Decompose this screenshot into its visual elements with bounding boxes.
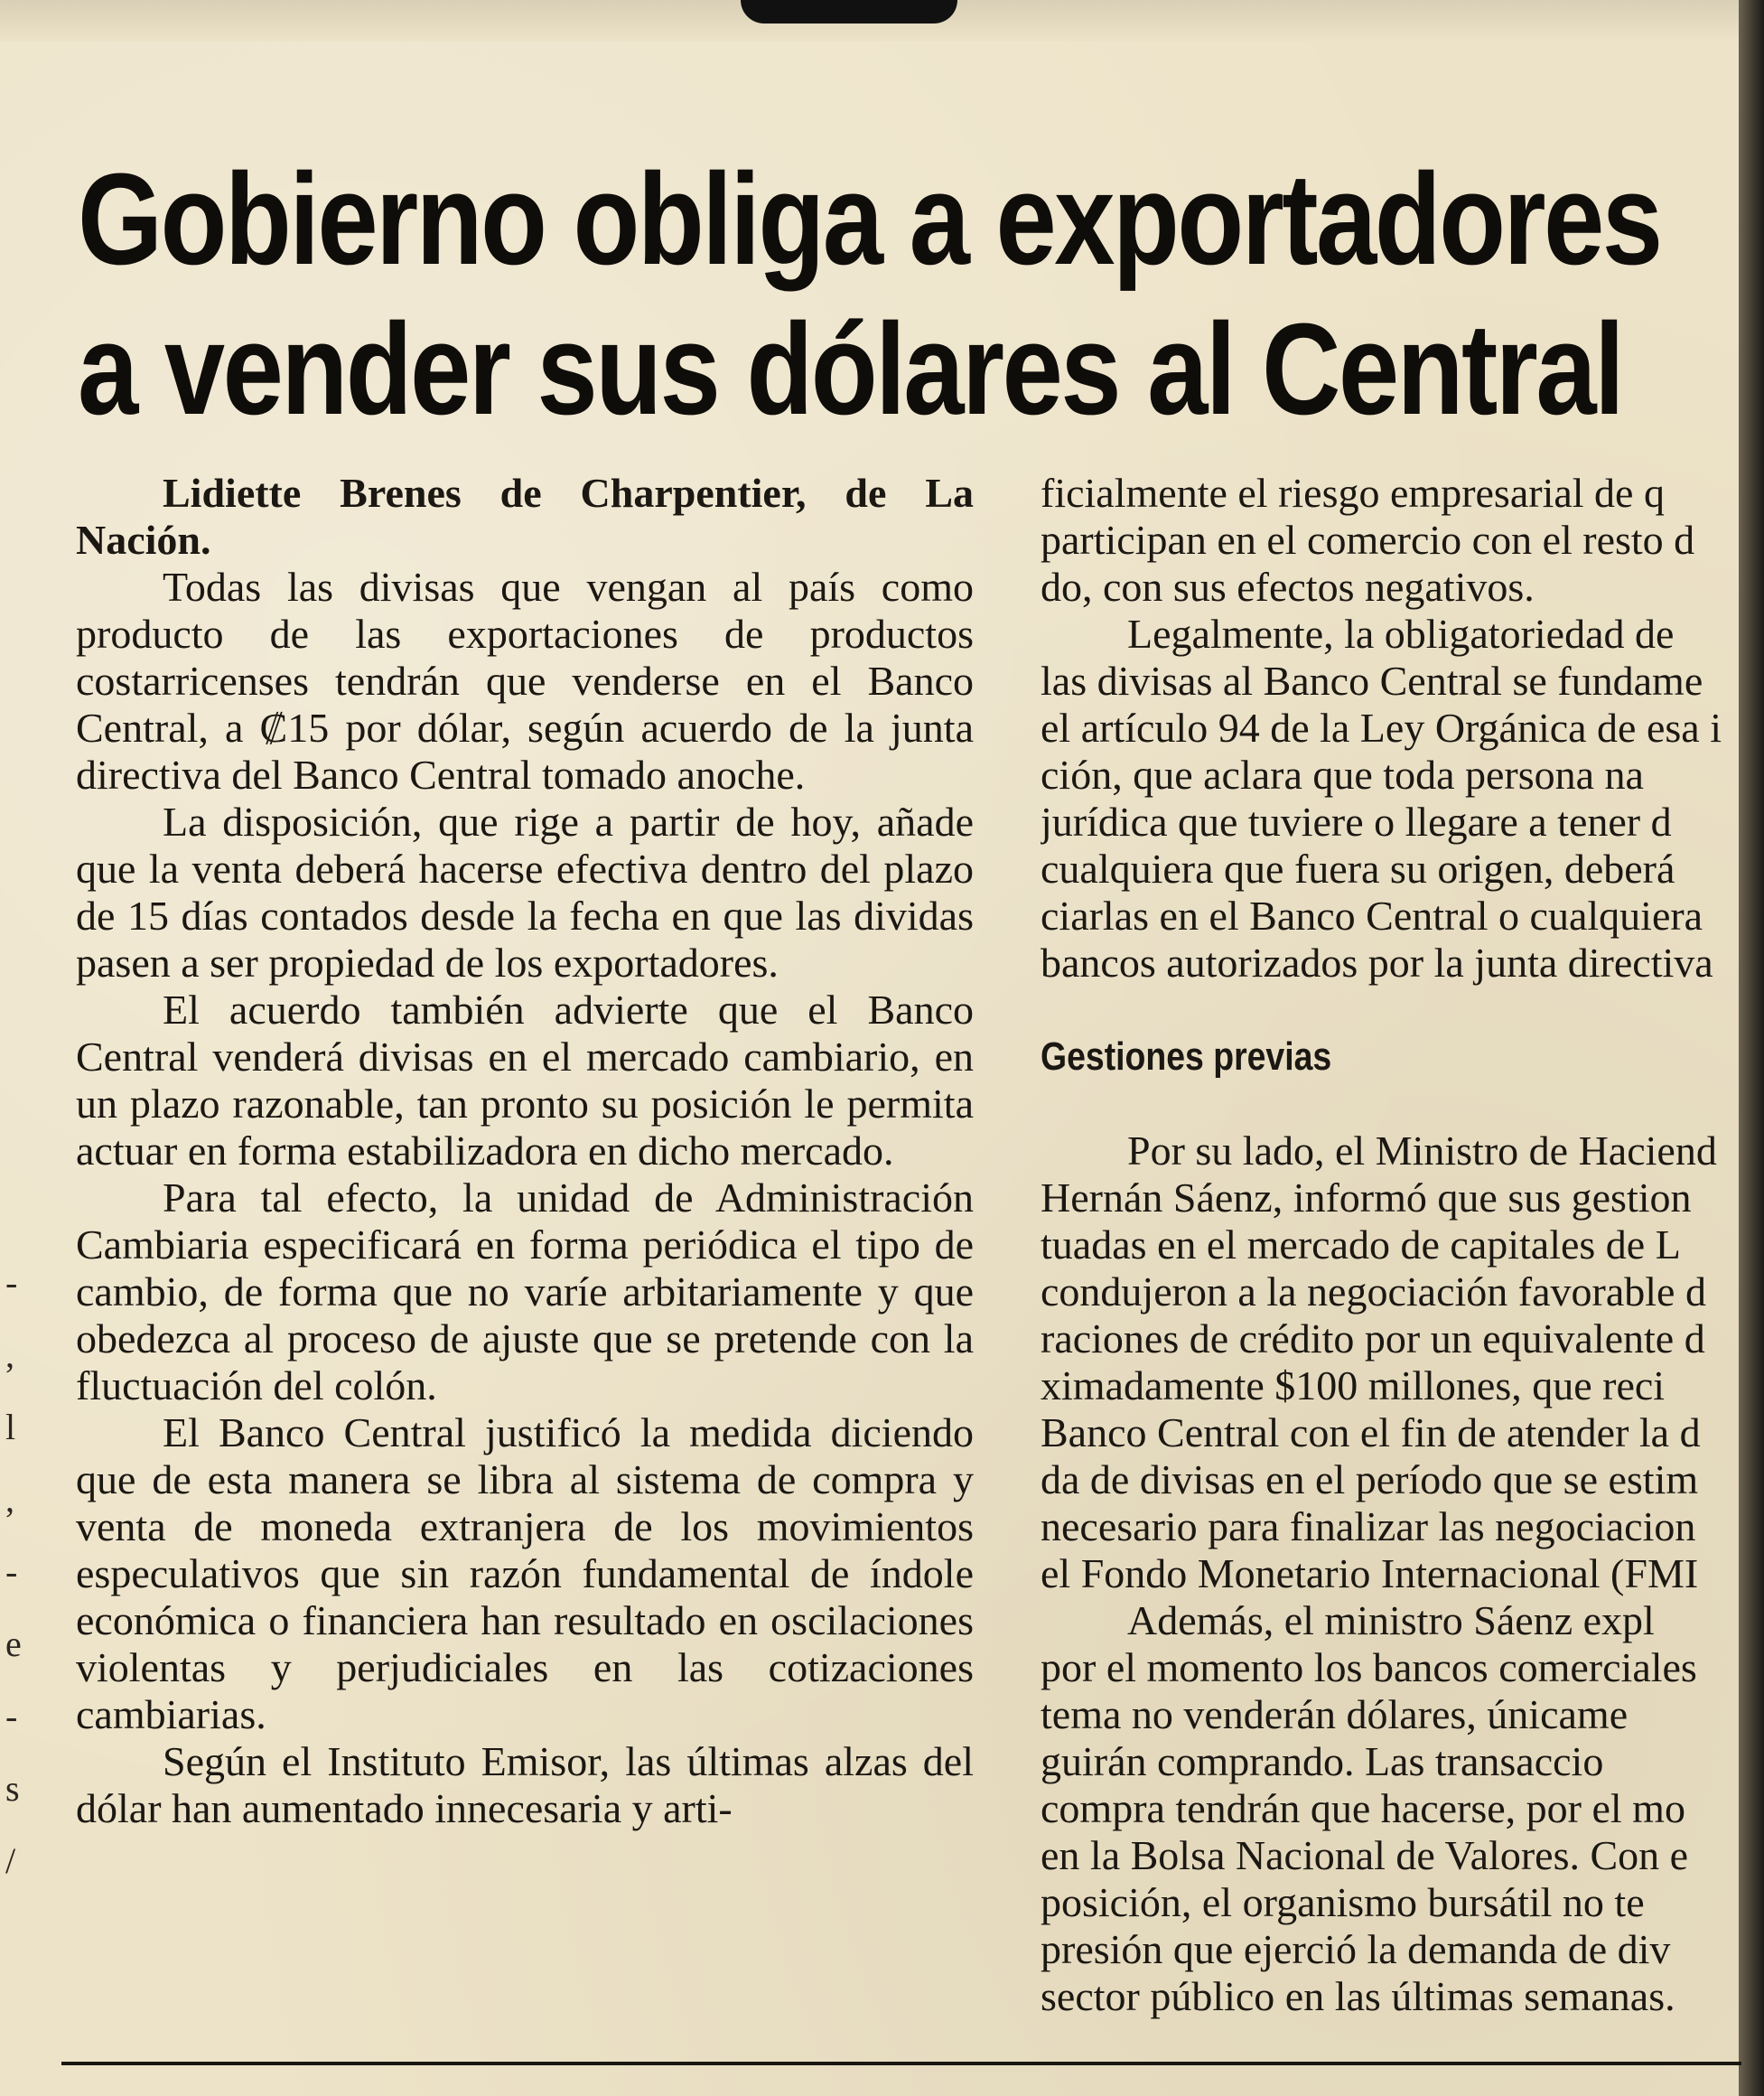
text-line: tuadas en el mercado de capitales de L xyxy=(1041,1221,1681,1268)
paragraph: Según el Instituto Emisor, las últimas alzas del dólar han aumentado innecesaria y arti- xyxy=(76,1738,974,1831)
paragraph: Para tal efecto, la unidad de Administración Cambiaria especificará en forma periódica el tipo de cambio, de forma que no varíe arbitariamente y que obedezca al proceso de ajuste que se pretende con la fluctuación del colón. xyxy=(76,1174,974,1408)
text-line: posición, el organismo bursátil no te xyxy=(1041,1879,1645,1925)
text-line: do, con sus efectos negativos. xyxy=(1041,564,1535,610)
margin-fragment: s xyxy=(5,1768,20,1809)
text-line: tema no venderán dólares, únicame xyxy=(1041,1691,1629,1737)
paragraph: El Banco Central justificó la medida diciendo que de esta manera se libra al sistema de compra y venta de moneda extranjera de los movimientos especulativos que sin razón fundamental de índole económica o financiera han resultado en oscilaciones violentas y perjudiciales en las cotizaciones cambiarias. xyxy=(76,1409,974,1737)
paragraph: El acuerdo también advierte que el Banco Central venderá divisas en el mercado cambiario, en un plazo razonable, tan pronto su posición le permita actuar en forma estabilizadora en dicho mercado. xyxy=(76,987,974,1174)
byline: Lidiette Brenes de Charpentier, de La Nación. xyxy=(76,470,974,563)
text-line: sector público en las últimas semanas. xyxy=(1041,1973,1675,2019)
margin-fragment: - xyxy=(5,1262,18,1303)
subheading: Gestiones previas xyxy=(1041,1034,1332,1079)
margin-fragments xyxy=(5,1247,42,1897)
margin-fragment: e xyxy=(5,1623,22,1664)
headline xyxy=(78,145,1661,444)
text-line: guirán comprando. Las transaccio xyxy=(1041,1738,1604,1784)
text-line: participan en el comercio con el resto d xyxy=(1041,517,1695,563)
margin-fragment: / xyxy=(5,1840,16,1881)
text-line: ción, que aclara que toda persona na xyxy=(1041,752,1644,798)
text-line: raciones de crédito por un equivalente d xyxy=(1041,1315,1705,1361)
headline-line-1: Gobierno obliga a exportadores xyxy=(78,146,1661,292)
text-line: ciarlas en el Banco Central o cualquiera xyxy=(1041,893,1703,939)
text-line: cualquiera que fuera su origen, deberá xyxy=(1041,846,1675,892)
headline-line-2: a vender sus dólares al Central xyxy=(78,296,1623,442)
text-line: Banco Central con el fin de atender la d xyxy=(1041,1409,1701,1455)
paragraph: Todas las divisas que vengan al país como producto de las exportaciones de productos costarricenses tendrán que venderse en el Banco Central, a ₡15 por dólar, según acuerdo de la junta directiva del Banco Central tomado anoche. xyxy=(76,564,974,798)
margin-fragment: - xyxy=(5,1551,18,1592)
margin-fragment: - xyxy=(5,1696,18,1736)
text-line: las divisas al Banco Central se fundame xyxy=(1041,658,1703,704)
text-line: bancos autorizados por la junta directiva xyxy=(1041,940,1713,986)
margin-fragment: l xyxy=(5,1407,16,1447)
paragraph: La disposición, que rige a partir de hoy, añade que la venta deberá hacerse efectiva dentro del plazo de 15 días contados desde la fecha en que las dividas pasen a ser propiedad de los exportadores. xyxy=(76,799,974,986)
text-line: da de divisas en el período que se estim xyxy=(1041,1456,1699,1502)
text-line: necesario para finalizar las negociacion xyxy=(1041,1503,1696,1549)
text-line: Legalmente, la obligatoriedad de xyxy=(1127,611,1675,657)
text-line: ficialmente el riesgo empresarial de q xyxy=(1041,470,1665,516)
text-line: Además, el ministro Sáenz expl xyxy=(1127,1597,1655,1643)
text-line: por el momento los bancos comerciales xyxy=(1041,1644,1697,1690)
text-line: en la Bolsa Nacional de Valores. Con e xyxy=(1041,1832,1689,1878)
article-column-left xyxy=(76,470,974,1832)
text-line: el Fondo Monetario Internacional (FMI xyxy=(1041,1550,1699,1596)
text-line: el artículo 94 de la Ley Orgánica de esa i xyxy=(1041,705,1722,751)
margin-fragment: , xyxy=(5,1479,14,1520)
binding-tab xyxy=(741,0,957,23)
article-column-right xyxy=(1041,470,1743,2020)
text-line: ximadamente $100 millones, que reci xyxy=(1041,1362,1666,1408)
text-line: Hernán Sáenz, informó que sus gestion xyxy=(1041,1174,1692,1221)
bottom-rule xyxy=(61,2062,1741,2065)
text-line: jurídica que tuviere o llegare a tener d xyxy=(1041,799,1672,845)
text-line: compra tendrán que hacerse, por el mo xyxy=(1041,1785,1685,1831)
text-line: Por su lado, el Ministro de Haciend xyxy=(1127,1128,1717,1174)
text-line: condujeron a la negociación favorable d xyxy=(1041,1268,1706,1315)
margin-fragment: , xyxy=(5,1334,14,1375)
text-line: presión que ejerció la demanda de div xyxy=(1041,1926,1671,1972)
